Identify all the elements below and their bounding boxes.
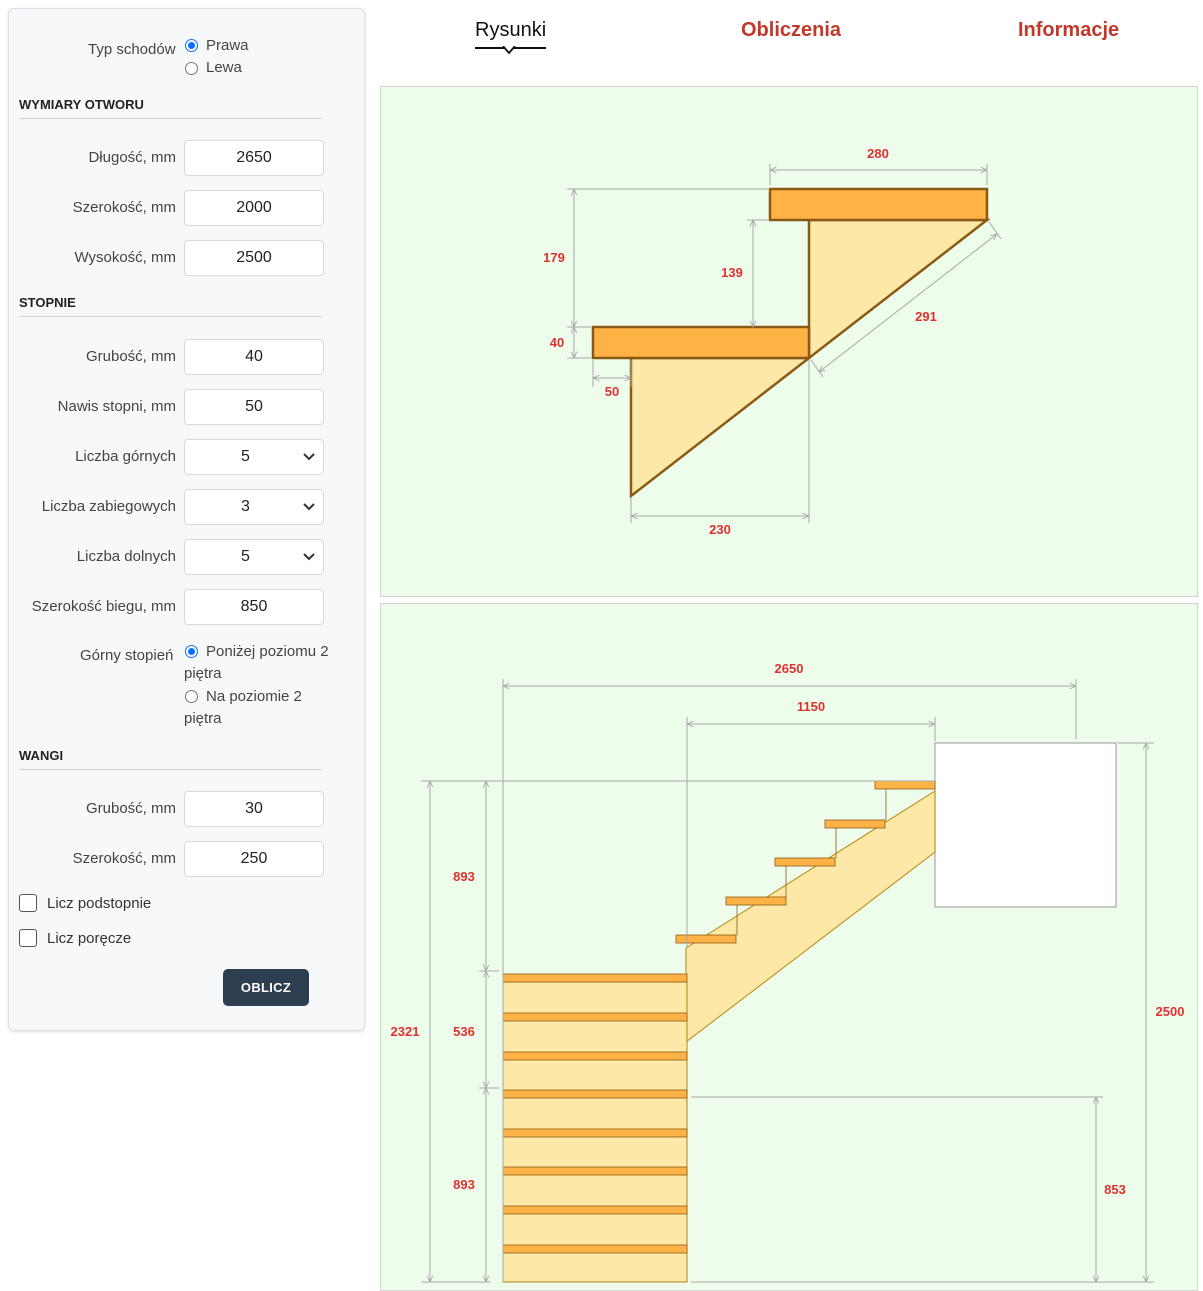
step-overhang-input[interactable]: 50 [184, 389, 324, 425]
top-step-level-line2[interactable]: piętra [184, 710, 222, 727]
upper-steps-label: Liczba górnych [75, 448, 176, 465]
opening-width-input[interactable]: 2000 [184, 190, 324, 226]
stringer-thickness-label: Grubość, mm [85, 800, 176, 817]
lower-steps-select[interactable] [184, 539, 324, 575]
dim-upper-run-length: 1150 [796, 699, 826, 714]
dim-overhang: 50 [604, 384, 620, 399]
stringer-width-row [9, 841, 366, 877]
dim-lower-height: 893 [453, 1177, 475, 1192]
upper-steps-row [9, 439, 366, 475]
run-width-label: Szerokość biegu, mm [31, 598, 176, 615]
dim-riser-gap: 139 [721, 265, 743, 280]
winder-tread-6 [503, 1206, 687, 1214]
winder-steps-label: Liczba zabiegowych [41, 498, 176, 515]
chevron-down-icon [303, 553, 315, 561]
opening-length-row [9, 140, 366, 176]
lower-steps-label: Liczba dolnych [76, 548, 176, 565]
upper-tread-1 [726, 897, 786, 905]
section-stringers: WANGI [19, 748, 322, 770]
step-overhang-row [9, 389, 366, 425]
opening-height-input[interactable]: 2500 [184, 240, 324, 276]
dim-stringer-length: 291 [915, 309, 937, 324]
stair-type-left-radio[interactable] [185, 62, 198, 75]
stringer-width-input[interactable]: 250 [184, 841, 324, 877]
step-thickness-input[interactable]: 40 [184, 339, 324, 375]
upper-tread [770, 189, 987, 220]
chevron-down-icon [303, 453, 315, 461]
opening-height-row [9, 240, 366, 276]
calculate-button[interactable]: OBLICZ [223, 969, 309, 1006]
top-step-label: Górny stopień [80, 647, 174, 664]
chevron-down-icon [303, 503, 315, 511]
tab-information[interactable]: Informacje [1018, 19, 1120, 41]
stair-type-label: Typ schodów [88, 41, 176, 58]
winder-steps-value: 3 [241, 498, 250, 515]
upper-run-stringer [686, 791, 935, 1042]
section-steps: STOPNIE [19, 295, 322, 317]
upper-steps-value: 5 [241, 448, 250, 465]
count-risers-checkbox[interactable] [19, 894, 37, 912]
stringer-width-label: Szerokość, mm [72, 850, 176, 867]
winder-tread-7 [503, 1245, 687, 1253]
count-rails-checkbox[interactable] [19, 929, 37, 947]
winder-tread-3 [503, 1090, 687, 1098]
winder-tread-4 [503, 1129, 687, 1137]
count-rails-label[interactable]: Licz poręcze [47, 930, 132, 947]
winder-tread-1 [503, 1013, 687, 1021]
dim-tread-depth: 280 [867, 146, 889, 161]
run-width-row [9, 589, 366, 625]
top-step-level-line1[interactable]: Na poziomie 2 [206, 688, 302, 705]
stair-type-left-label[interactable]: Lewa [206, 59, 242, 76]
upper-steps-select[interactable] [184, 439, 324, 475]
ceiling-opening [935, 743, 1116, 907]
step-overhang-label: Nawis stopni, mm [57, 398, 176, 415]
tab-drawings[interactable]: Rysunki [475, 19, 547, 41]
upper-stringer-piece [809, 220, 987, 358]
winder-tread-0 [503, 974, 687, 982]
lower-steps-row [9, 539, 366, 575]
dim-upper-height: 893 [453, 869, 475, 884]
opening-length-input[interactable]: 2650 [184, 140, 324, 176]
step-detail-svg [381, 87, 1198, 597]
winder-steps-select[interactable] [184, 489, 324, 525]
opening-length-label: Długość, mm [88, 149, 176, 166]
dim-step-thickness: 40 [549, 335, 565, 350]
stringer-thickness-row [9, 791, 366, 827]
stair-side-drawing [380, 603, 1198, 1291]
dim-winder-height: 536 [453, 1024, 475, 1039]
upper-tread-4 [875, 781, 935, 789]
winder-steps-row [9, 489, 366, 525]
lower-steps-value: 5 [241, 548, 250, 565]
stair-side-svg [381, 604, 1198, 1291]
opening-width-label: Szerokość, mm [72, 199, 176, 216]
stair-type-right-label[interactable]: Prawa [206, 37, 249, 54]
opening-height-label: Wysokość, mm [74, 249, 176, 266]
dim-opening-height: 2500 [1155, 1004, 1185, 1019]
tab-calculations[interactable]: Obliczenia [741, 19, 842, 41]
upper-tread-2 [775, 858, 835, 866]
top-step-below-line2[interactable]: piętra [184, 665, 222, 682]
lower-tread [593, 327, 809, 358]
top-step-below-line1[interactable]: Poniżej poziomu 2 [206, 643, 329, 660]
step-detail-drawing [380, 86, 1198, 597]
settings-panel [8, 8, 365, 1031]
winder-tread-2 [503, 1052, 687, 1060]
stringer-thickness-input[interactable]: 30 [184, 791, 324, 827]
upper-tread-3 [825, 820, 885, 828]
count-risers-label[interactable]: Licz podstopnie [47, 895, 152, 912]
stair-type-right-radio[interactable] [185, 39, 198, 52]
top-step-below-radio[interactable] [185, 645, 198, 658]
winder-tread-5 [503, 1167, 687, 1175]
caret-down-icon [502, 46, 516, 56]
step-thickness-row [9, 339, 366, 375]
lower-stringer-piece [631, 358, 809, 496]
upper-tread-0 [676, 935, 736, 943]
run-width-input[interactable]: 850 [184, 589, 324, 625]
step-thickness-label: Grubość, mm [85, 348, 176, 365]
dim-step-rise: 179 [543, 250, 565, 265]
top-step-level-radio[interactable] [185, 690, 198, 703]
dim-opening-length: 2650 [774, 661, 804, 676]
dim-floor-to-landing: 853 [1104, 1182, 1126, 1197]
dim-total-height: 2321 [390, 1024, 420, 1039]
section-opening: WYMIARY OTWORU [19, 97, 322, 119]
opening-width-row [9, 190, 366, 226]
dim-going: 230 [709, 522, 731, 537]
